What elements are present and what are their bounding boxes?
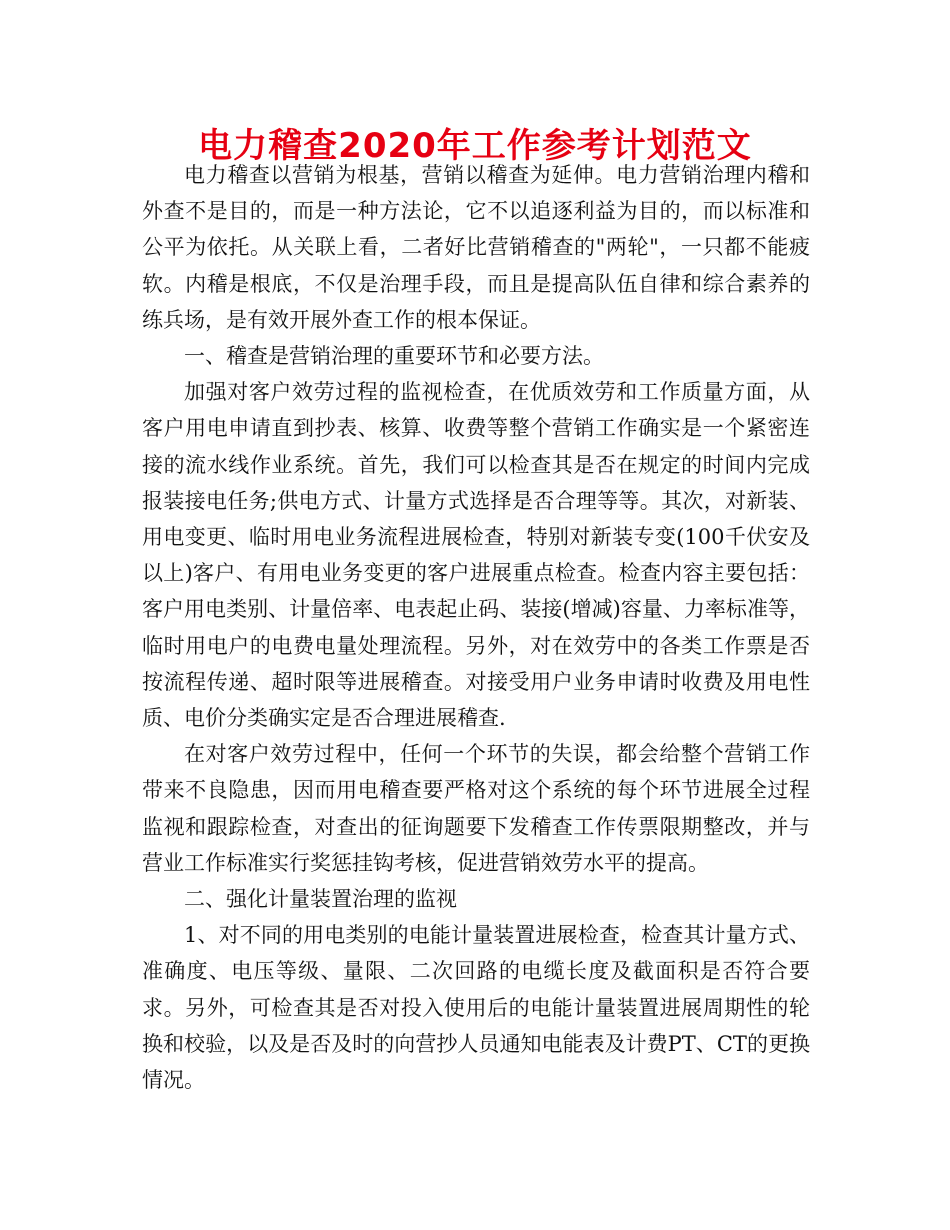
paragraph-service-process: 在对客户效劳过程中，任何一个环节的失误，都会给整个营销工作带来不良隐患，因而用电稽查要严格对这个系统的每个环节进展全过程监视和跟踪检查，对查出的征询题要下发稽查工作传票限期整改，并与营业工作标准实行奖惩挂钩考核，促进营销效劳水平的提高。 <box>142 742 810 875</box>
paragraph-metering: 1、对不同的用电类别的电能计量装置进展检查，检查其计量方式、准确度、电压等级、量限、二次回路的电缆长度及截面积是否符合要求。另外，可检查其是否对投入使用后的电能计量装置进展周期性的轮换和校验，以及是否及时的向营抄人员通知电能表及计费PT、CT的更换情况。 <box>142 923 810 1093</box>
paragraph-inspection: 加强对客户效劳过程的监视检查，在优质效劳和工作质量方面，从客户用电申请直到抄表、核算、收费等整个营销工作确实是一个紧密连接的流水线作业系统。首先，我们可以检查其是否在规定的时间内完成报装接电任务;供电方式、计量方式选择是否合理等等。其次，对新装、用电变更、临时用电业务流程进展检查，特别对新装专变(100千伏安及以上)客户、有用电业务变更的客户进展重点检查。检查内容主要包括：客户用电类别、计量倍率、电表起止码、装接(增减)容量、力率标准等，临时用电户的电费电量处理流程。另外，对在效劳中的各类工作票是否按流程传递、超时限等进展稽查。对接受用户业务申请时收费及用电性质、电价分类确实定是否合理进展稽查. <box>142 380 810 731</box>
section-heading-1: 一、稽查是营销治理的重要环节和必要方法。 <box>184 344 604 369</box>
document-title: 电力稽查2020年工作参考计划范文 <box>198 126 752 166</box>
paragraph-intro: 电力稽查以营销为根基，营销以稽查为延伸。电力营销治理内稽和外查不是目的，而是一种方法论，它不以追逐利益为目的，而以标准和公平为依托。从关联上看，二者好比营销稽查的"两轮"，一只都不能疲软。内稽是根底，不仅是治理手段，而且是提高队伍自律和综合素养的练兵场，是有效开展外查工作的根本保证。 <box>142 163 810 332</box>
section-heading-2: 二、强化计量装置治理的监视 <box>184 887 457 912</box>
document-body <box>142 157 810 1098</box>
